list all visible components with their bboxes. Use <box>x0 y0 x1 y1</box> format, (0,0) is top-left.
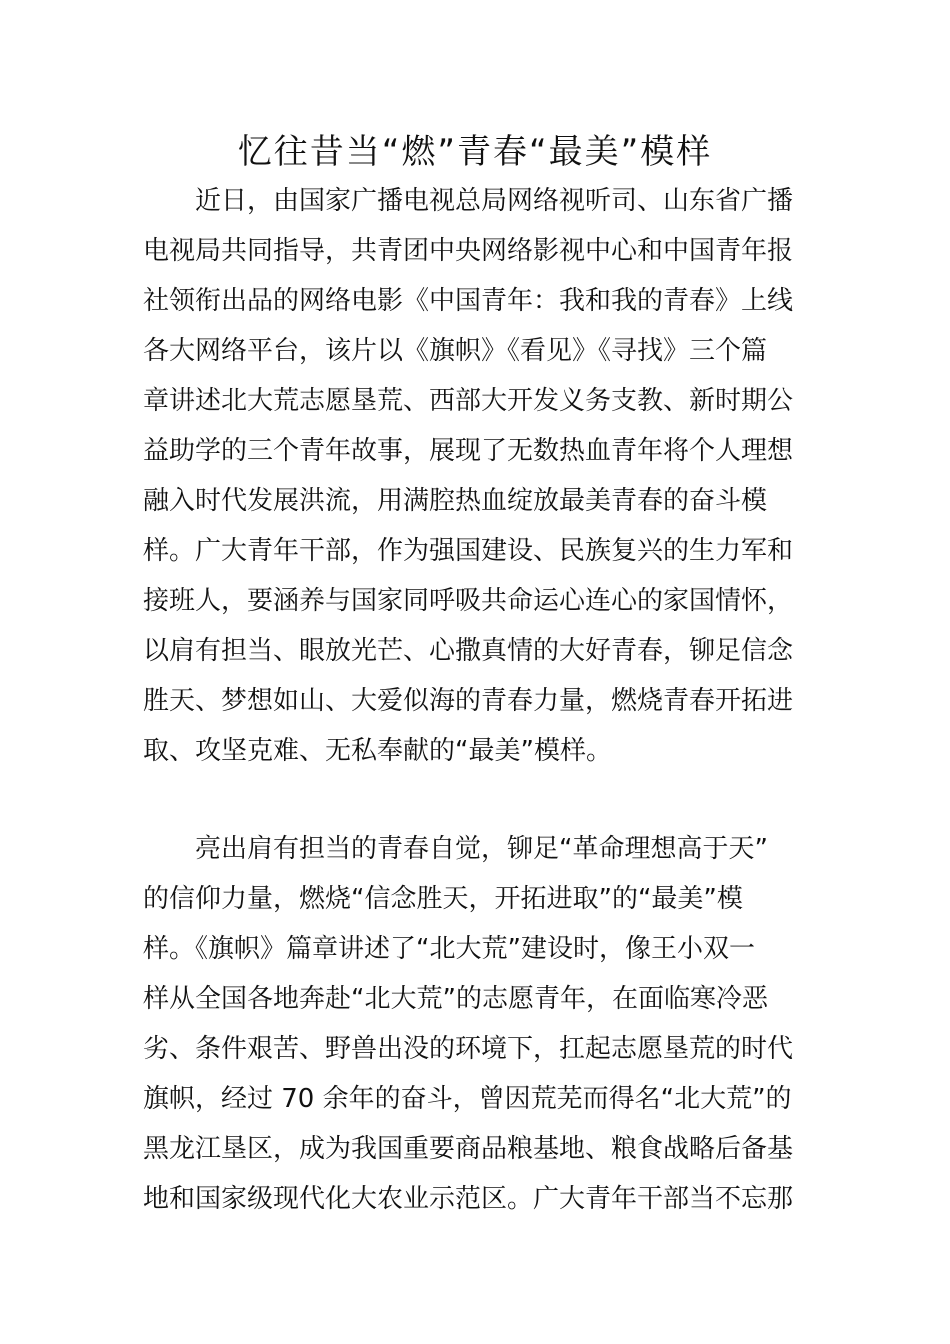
page-title: 忆往昔当“燃”青春“最美”模样 <box>237 132 713 172</box>
text-line: 取、攻坚克难、无私奉献的“最美”模样。 <box>143 736 612 766</box>
text-line: 各大网络平台，该片以《旗帜》《看见》《寻找》三个篇 <box>143 336 768 366</box>
text-line: 近日，由国家广播电视总局网络视听司、山东省广播 <box>195 186 794 216</box>
text-line: 样。广大青年干部，作为强国建设、民族复兴的生力军和 <box>143 536 794 566</box>
text-line: 电视局共同指导，共青团中央网络影视中心和中国青年报 <box>143 236 794 266</box>
text-line: 的信仰力量，燃烧“信念胜天，开拓进取”的“最美”模 <box>143 884 743 914</box>
text-line: 接班人，要涵养与国家同呼吸共命运心连心的家国情怀， <box>143 586 794 616</box>
text-line: 社领衔出品的网络电影《中国青年：我和我的青春》上线 <box>143 286 794 316</box>
text-line: 以肩有担当、眼放光芒、心撒真情的大好青春，铆足信念 <box>143 636 794 666</box>
text-line: 样。《旗帜》篇章讲述了“北大荒”建设时，像王小双一 <box>143 934 755 964</box>
paragraph-2 <box>143 824 808 1224</box>
text-line: 融入时代发展洪流，用满腔热血绽放最美青春的奋斗模 <box>143 486 768 516</box>
text-line: 益助学的三个青年故事，展现了无数热血青年将个人理想 <box>143 436 794 466</box>
text-line: 亮出肩有担当的青春自觉，铆足“革命理想高于天” <box>195 834 768 864</box>
text-line: 黑龙江垦区，成为我国重要商品粮基地、粮食战略后备基 <box>143 1134 794 1164</box>
text-line: 劣、条件艰苦、野兽出没的环境下，扛起志愿垦荒的时代 <box>143 1034 794 1064</box>
paragraph-1 <box>143 176 808 776</box>
text-line: 章讲述北大荒志愿垦荒、西部大开发义务支教、新时期公 <box>143 386 794 416</box>
text-line: 样从全国各地奔赴“北大荒”的志愿青年，在面临寒冷恶 <box>143 984 768 1014</box>
text-line: 旗帜，经过 70 余年的奋斗，曾因荒芜而得名“北大荒”的 <box>143 1084 792 1114</box>
text-line: 地和国家级现代化大农业示范区。广大青年干部当不忘那 <box>143 1184 794 1214</box>
text-line: 胜天、梦想如山、大爱似海的青春力量，燃烧青春开拓进 <box>143 686 794 716</box>
